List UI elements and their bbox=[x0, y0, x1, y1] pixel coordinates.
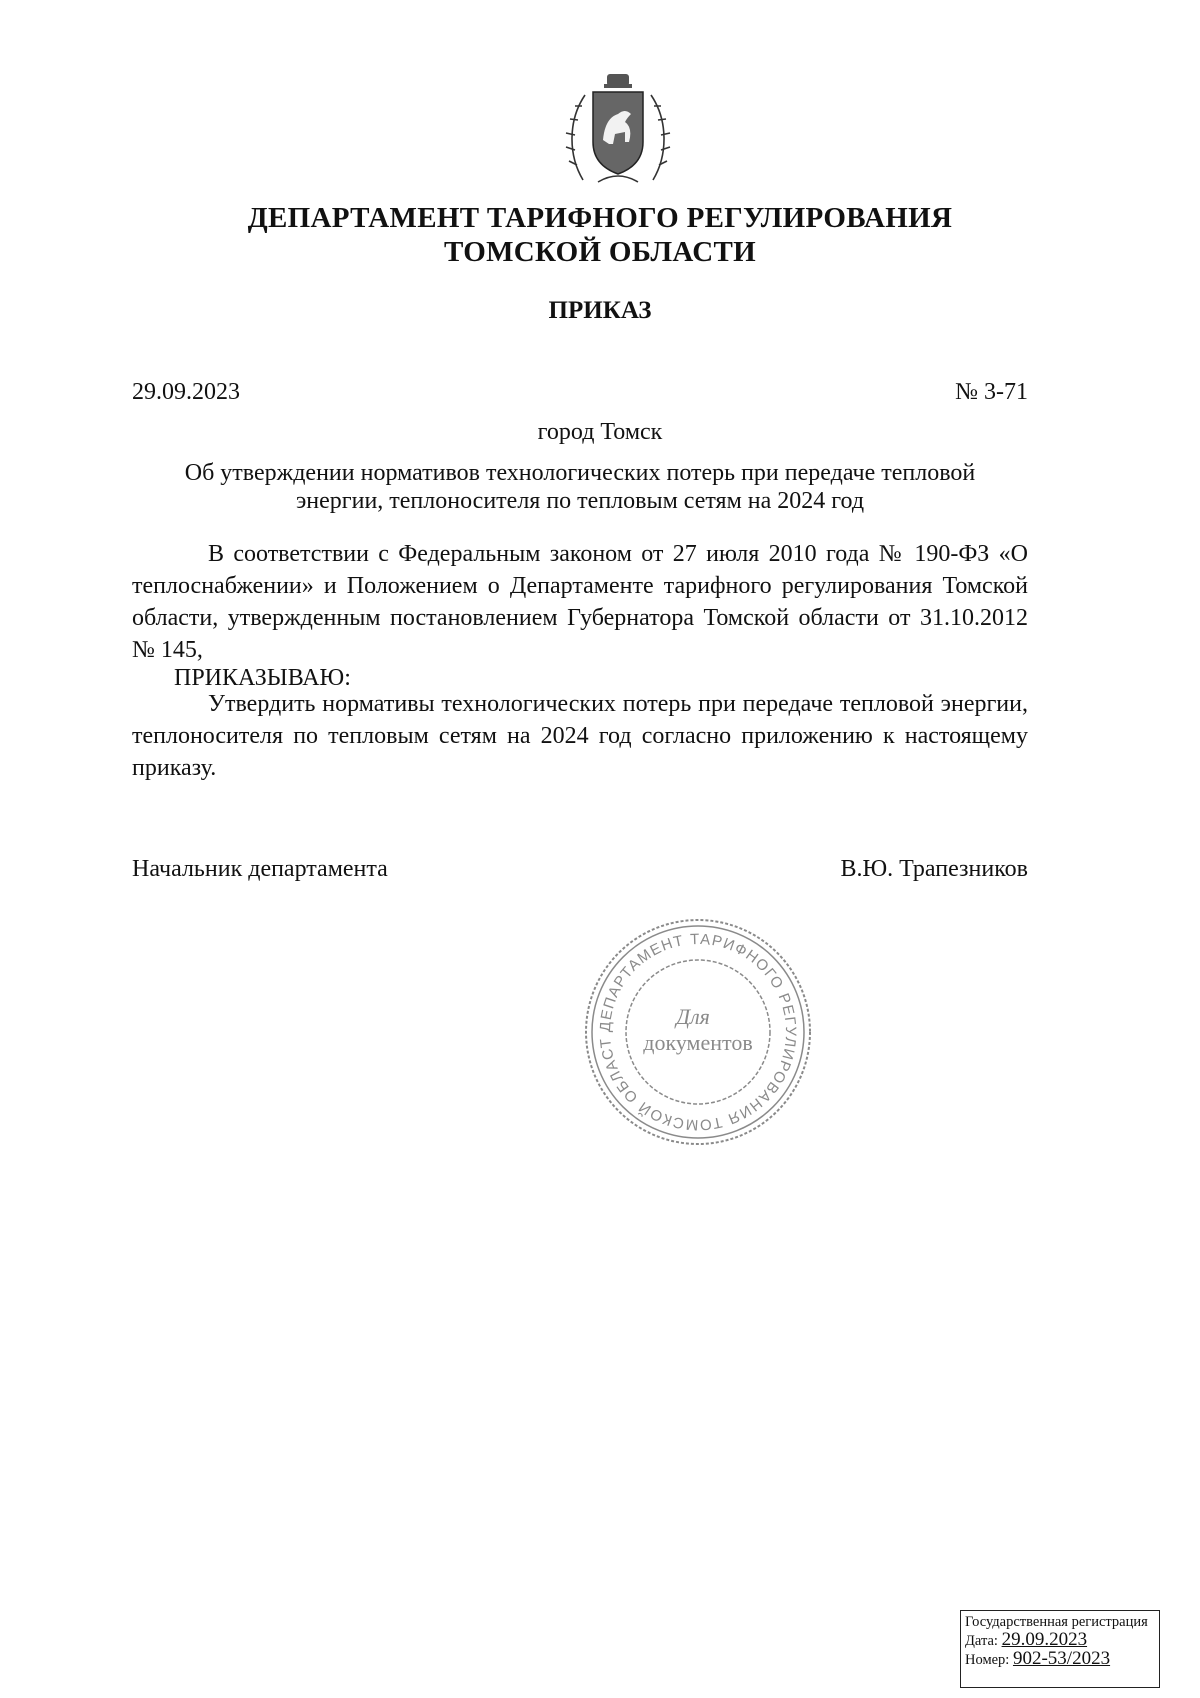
coat-of-arms-icon bbox=[563, 70, 673, 190]
document-type-title: ПРИКАЗ bbox=[548, 297, 652, 324]
stamp-center-line2: документов bbox=[643, 1030, 753, 1055]
department-name-line2: ТОМСКОЙ ОБЛАСТИ bbox=[444, 236, 756, 268]
department-name-line1: ДЕПАРТАМЕНТ ТАРИФНОГО РЕГУЛИРОВАНИЯ bbox=[247, 202, 953, 234]
stamp-center-line1: Для bbox=[676, 1004, 710, 1029]
order-paragraph: Утвердить нормативы технологических потерь при передаче тепловой энергии, теплоносителя по тепловым сетям на 2024 год согласно приложению к настоящему приказу. bbox=[132, 691, 1028, 781]
registration-date-label: Дата: bbox=[965, 1633, 998, 1649]
order-word: ПРИКАЗЫВАЮ: bbox=[174, 665, 351, 691]
registration-number-value: 902-53/2023 bbox=[1012, 1648, 1111, 1669]
coat-of-arms-emblem bbox=[563, 70, 673, 190]
registration-title: Государственная регистрация bbox=[965, 1614, 1148, 1630]
subject-line2: энергии, теплоносителя по тепловым сетям на 2024 год bbox=[295, 488, 865, 514]
preamble-paragraph: В соответствии с Федеральным законом от 27 июля 2010 года № 190-ФЗ «О теплоснабжении» и Положением о Департаменте тарифного регулирования Томской области, утвержденным постановлением Губернатора Томской области от 31.10.2012 № 145, bbox=[132, 541, 1028, 663]
registration-date-value: 29.09.2023 bbox=[1001, 1629, 1088, 1650]
stamp-ring-text: ДЕПАРТАМЕНТ ТАРИФНОГО РЕГУЛИРОВАНИЯ ТОМСКОЙ ОБЛАСТ bbox=[596, 930, 800, 1134]
registration-number-row bbox=[965, 1650, 1155, 1669]
registration-box bbox=[960, 1610, 1160, 1688]
signatory-position: Начальник департамента bbox=[132, 856, 388, 882]
registration-number-label: Номер: bbox=[965, 1652, 1010, 1668]
city: город Томск bbox=[537, 419, 663, 445]
subject-line1: Об утверждении нормативов технологических потерь при передаче тепловой bbox=[184, 460, 976, 486]
official-stamp bbox=[578, 912, 818, 1152]
order-number: № 3-71 bbox=[955, 379, 1028, 405]
order-date: 29.09.2023 bbox=[132, 379, 240, 405]
signatory-name: В.Ю. Трапезников bbox=[840, 856, 1028, 882]
stamp-seal-icon bbox=[578, 912, 818, 1152]
